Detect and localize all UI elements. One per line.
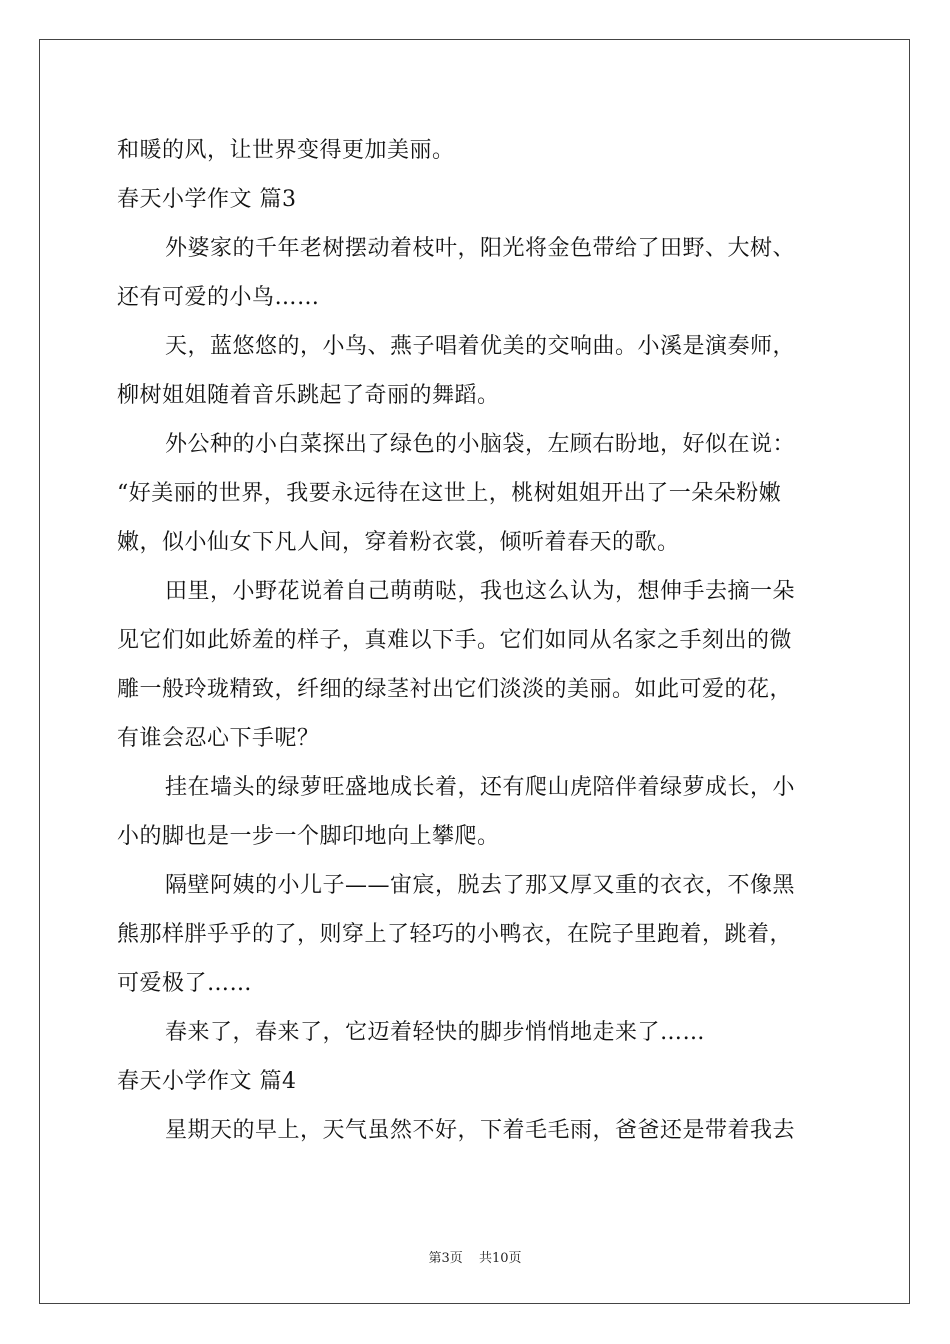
page-number: 第3页 — [428, 1251, 463, 1266]
text-line-11: 见它们如此娇羞的样子，真难以下手。它们如同从名家之手刻出的微 — [117, 628, 793, 653]
text-line-14: 挂在墙头的绿萝旺盛地成长着，还有爬山虎陪伴着绿萝成长，小 — [165, 775, 796, 800]
page-footer — [0, 1247, 950, 1266]
text-line-3: 外婆家的千年老树摆动着枝叶，阳光将金色带给了田野、大树、 — [165, 236, 796, 261]
text-line-15: 小的脚也是一步一个脚印地向上攀爬。 — [117, 824, 500, 849]
document-body — [117, 126, 833, 1155]
text-line-1: 和暖的风，让世界变得更加美丽。 — [117, 138, 455, 163]
text-line-19: 春来了，春来了，它迈着轻快的脚步悄悄地走来了…… — [165, 1020, 706, 1045]
text-line-12: 雕一般玲珑精致，纤细的绿茎衬出它们淡淡的美丽。如此可爱的花， — [117, 677, 793, 702]
text-line-4: 还有可爱的小鸟…… — [117, 285, 320, 310]
text-line-6: 柳树姐姐随着音乐跳起了奇丽的舞蹈。 — [117, 383, 500, 408]
text-line-7: 外公种的小白菜探出了绿色的小脑袋，左顾右盼地，好似在说： — [165, 432, 796, 457]
text-line-18: 可爱极了…… — [117, 971, 253, 996]
text-line-21: 星期天的早上，天气虽然不好，下着毛毛雨，爸爸还是带着我去 — [165, 1118, 796, 1143]
text-line-8: “好美丽的世界，我要永远待在这世上，桃树姐姐开出了一朵朵粉嫩 — [117, 481, 782, 506]
text-line-17: 熊那样胖乎乎的了，则穿上了轻巧的小鸭衣，在院子里跑着，跳着， — [117, 922, 793, 947]
text-line-10: 田里，小野花说着自己萌萌哒，我也这么认为，想伸手去摘一朵 — [165, 579, 796, 604]
section-heading-4: 春天小学作文 篇4 — [117, 1069, 297, 1094]
text-line-13: 有谁会忍心下手呢？ — [117, 726, 320, 751]
section-heading-3: 春天小学作文 篇3 — [117, 187, 297, 212]
text-line-5: 天，蓝悠悠的，小鸟、燕子唱着优美的交响曲。小溪是演奏师， — [165, 334, 796, 359]
text-line-9: 嫩，似小仙女下凡人间，穿着粉衣裳，倾听着春天的歌。 — [117, 530, 680, 555]
page-total: 共10页 — [478, 1251, 522, 1266]
text-line-16: 隔壁阿姨的小儿子——宙宸，脱去了那又厚又重的衣衣，不像黑 — [165, 873, 796, 898]
